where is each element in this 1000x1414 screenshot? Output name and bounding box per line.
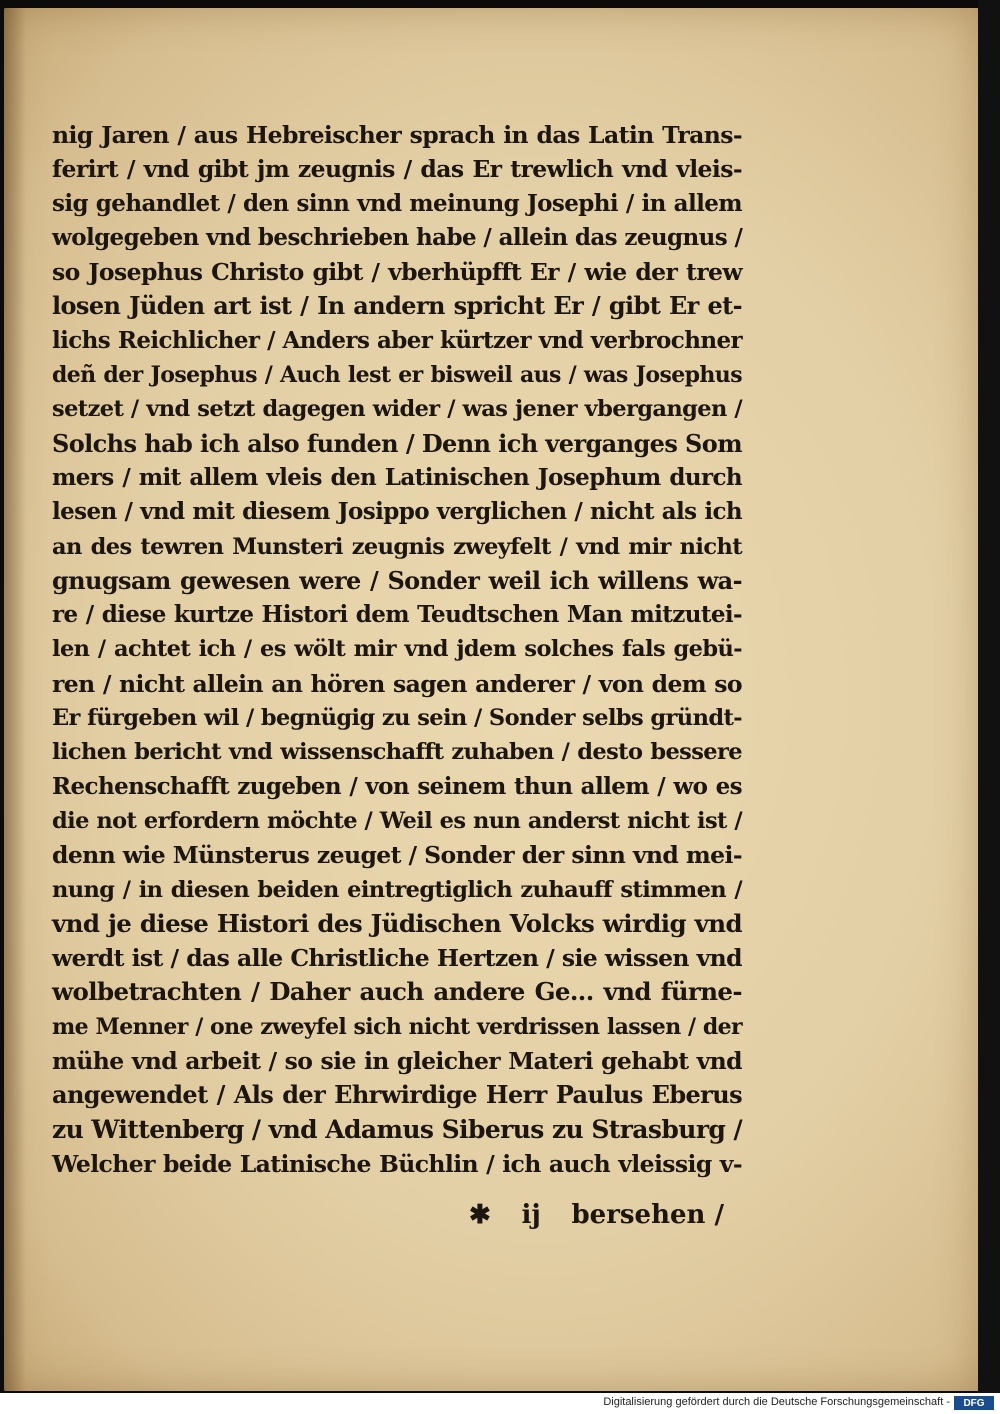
- signature-mark: ✱: [469, 1200, 491, 1230]
- text-line: deñ der Josephus / Auch lest er bisweil aus / was Josephus: [52, 362, 742, 389]
- text-line: len / achtet ich / es wölt mir vnd jdem solches fals gebü-: [52, 636, 742, 663]
- text-line: re / diese kurtze Histori dem Teudtschen Man mitzutei-: [52, 601, 742, 629]
- text-line: Er fürgeben wil / begnügig zu sein / Sonder selbs gründt-: [52, 705, 742, 732]
- signature: ij: [521, 1200, 541, 1230]
- text-line: ferirt / vnd gibt jm zeugnis / das Er trewlich vnd vleis-: [52, 155, 742, 184]
- text-line: losen Jüden art ist / In andern spricht Er / gibt Er et-: [52, 291, 742, 321]
- text-line: lichen bericht vnd wissenschafft zuhaben / desto bessere: [52, 739, 742, 766]
- text-line: mers / mit allem vleis den Latinischen Josephum durch: [52, 463, 742, 491]
- text-line: werdt ist / das alle Christliche Hertzen / sie wissen vnd: [52, 944, 742, 973]
- text-line: wolbetrachten / Daher auch andere Ge... vnd fürne-: [52, 977, 742, 1007]
- text-line: angewendet / Als der Ehrwirdige Herr Paulus Eberus: [52, 1080, 742, 1110]
- footer-credit: Digitalisierung gefördert durch die Deutsche Forschungsgemeinschaft -: [603, 1396, 950, 1408]
- text-block: [52, 118, 742, 1181]
- text-line: die not erfordern möchte / Weil es nun anderst nicht ist /: [52, 807, 742, 834]
- signature-line: [469, 1200, 724, 1230]
- dfg-logo: DFG: [954, 1396, 994, 1410]
- text-line: sig gehandlet / den sinn vnd meinung Josephi / in allem: [52, 189, 742, 217]
- text-line: Rechenschafft zugeben / von seinem thun allem / wo es: [52, 772, 742, 800]
- scan-edge: [978, 0, 1000, 1393]
- text-line: setzet / vnd setzt dagegen wider / was jener vbergangen /: [52, 396, 742, 423]
- text-line: lichs Reichlicher / Anders aber kürtzer vnd verbrochner: [52, 326, 742, 354]
- book-page: [4, 8, 979, 1391]
- text-line: ren / nicht allein an hören sagen anderer / von dem so: [52, 669, 742, 698]
- text-line: nung / in diesen beiden eintregtiglich zuhauff stimmen /: [52, 876, 742, 903]
- text-line: me Menner / one zweyfel sich nicht verdrissen lassen / der: [52, 1013, 742, 1040]
- text-line: Solchs hab ich also funden / Denn ich verganges Som: [52, 428, 742, 458]
- text-line: wolgegeben vnd beschrieben habe / allein das zeugnus /: [52, 223, 743, 251]
- text-line: so Josephus Christo gibt / vberhüpfft Er / wie der trew: [52, 258, 742, 287]
- text-line: denn wie Münsterus zeuget / Sonder der sinn vnd mei-: [52, 841, 742, 870]
- text-line: gnugsam gewesen were / Sonder weil ich willens wa-: [52, 565, 742, 595]
- text-line: zu Wittenberg / vnd Adamus Siberus zu Strasburg /: [52, 1114, 742, 1144]
- text-line: lesen / vnd mit diesem Josippo verglichen / nicht als ich: [52, 498, 742, 526]
- text-line: vnd je diese Histori des Jüdischen Volcks wirdig vnd: [52, 908, 742, 938]
- catchword: bersehen /: [571, 1200, 724, 1230]
- text-line: an des tewren Munsteri zeugnis zweyfelt / vnd mir nicht: [52, 533, 742, 560]
- text-line: nig Jaren / aus Hebreischer sprach in das Latin Trans-: [52, 121, 742, 149]
- text-line: mühe vnd arbeit / so sie in gleicher Materi gehabt vnd: [52, 1047, 742, 1076]
- footer: [0, 1393, 1000, 1414]
- text-line: Welcher beide Latinische Büchlin / ich auch vleissig v-: [52, 1149, 742, 1178]
